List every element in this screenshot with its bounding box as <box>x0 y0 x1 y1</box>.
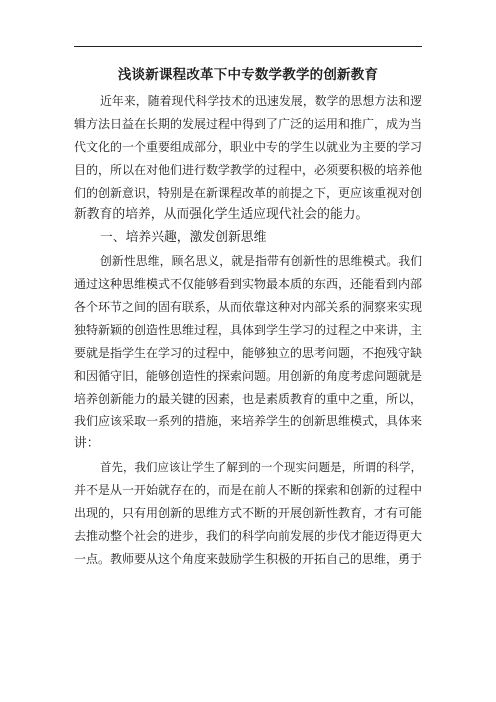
body-line: 和因循守旧，能够创造性的探索问题。用创新的角度考虑问题就是 <box>74 368 423 383</box>
body-line: 培养创新能力的最关键的因素，也是素质教育的重中之重，所以， <box>74 391 423 406</box>
body-line: 新教育的培养，从而强化学生适应现代社会的能力。 <box>74 207 369 223</box>
body-line: 独特新颖的创造性思维过程，具体到学生学习的过程之中来讲，主 <box>74 322 423 337</box>
body-line: 要就是指学生在学习的过程中，能够独立的思考问题，不抱残守缺 <box>74 345 423 360</box>
body-line: 通过这种思维模式不仅能够看到实物最本质的东西，还能看到内部 <box>74 277 423 292</box>
document-title: 浅谈新课程改革下中专数学教学的创新教育 <box>117 67 379 83</box>
body-line: 并不是从一开始就存在的，而是在前人不断的探索和创新的过程中 <box>74 483 423 498</box>
header-rule <box>74 46 422 47</box>
body-line: 我们应该采取一系列的措施，来培养学生的创新思维模式，具体来 <box>74 414 423 429</box>
body-line: 首先，我们应该让学生了解到的一个现实问题是，所谓的科学， <box>100 460 422 475</box>
body-line: 讲： <box>74 436 100 452</box>
body-line: 出现的，只有用创新的思维方式不断的开展创新性教育，才有可能 <box>74 506 423 521</box>
document-body <box>74 90 422 571</box>
body-line: 目的，所以在对他们进行数学教学的过程中，必须要积极的培养他 <box>74 162 423 177</box>
body-line: 创新性思维，顾名思义，就是指带有创新性的思维模式。我们 <box>100 254 422 269</box>
body-line: 一、培养兴趣，激发创新思维 <box>100 230 267 246</box>
body-line: 辑方法日益在长期的发展过程中得到了广泛的运用和推广，成为当 <box>74 116 423 131</box>
body-line: 代文化的一个重要组成部分，职业中专的学生以就业为主要的学习 <box>74 139 423 154</box>
body-line: 们的创新意识，特别是在新课程改革的前提之下，更应该重视对创 <box>74 185 423 200</box>
body-line: 一点。教师要从这个角度来鼓励学生积极的开拓自己的思维，勇于 <box>74 551 423 566</box>
body-line: 各个环节之间的固有联系，从而依靠这种对内部关系的洞察来实现 <box>74 300 423 315</box>
body-line: 去推动整个社会的进步，我们的科学向前发展的步伐才能迈得更大 <box>74 528 423 543</box>
body-line: 近年来，随着现代科学技术的迅速发展，数学的思想方法和逻 <box>100 94 422 108</box>
